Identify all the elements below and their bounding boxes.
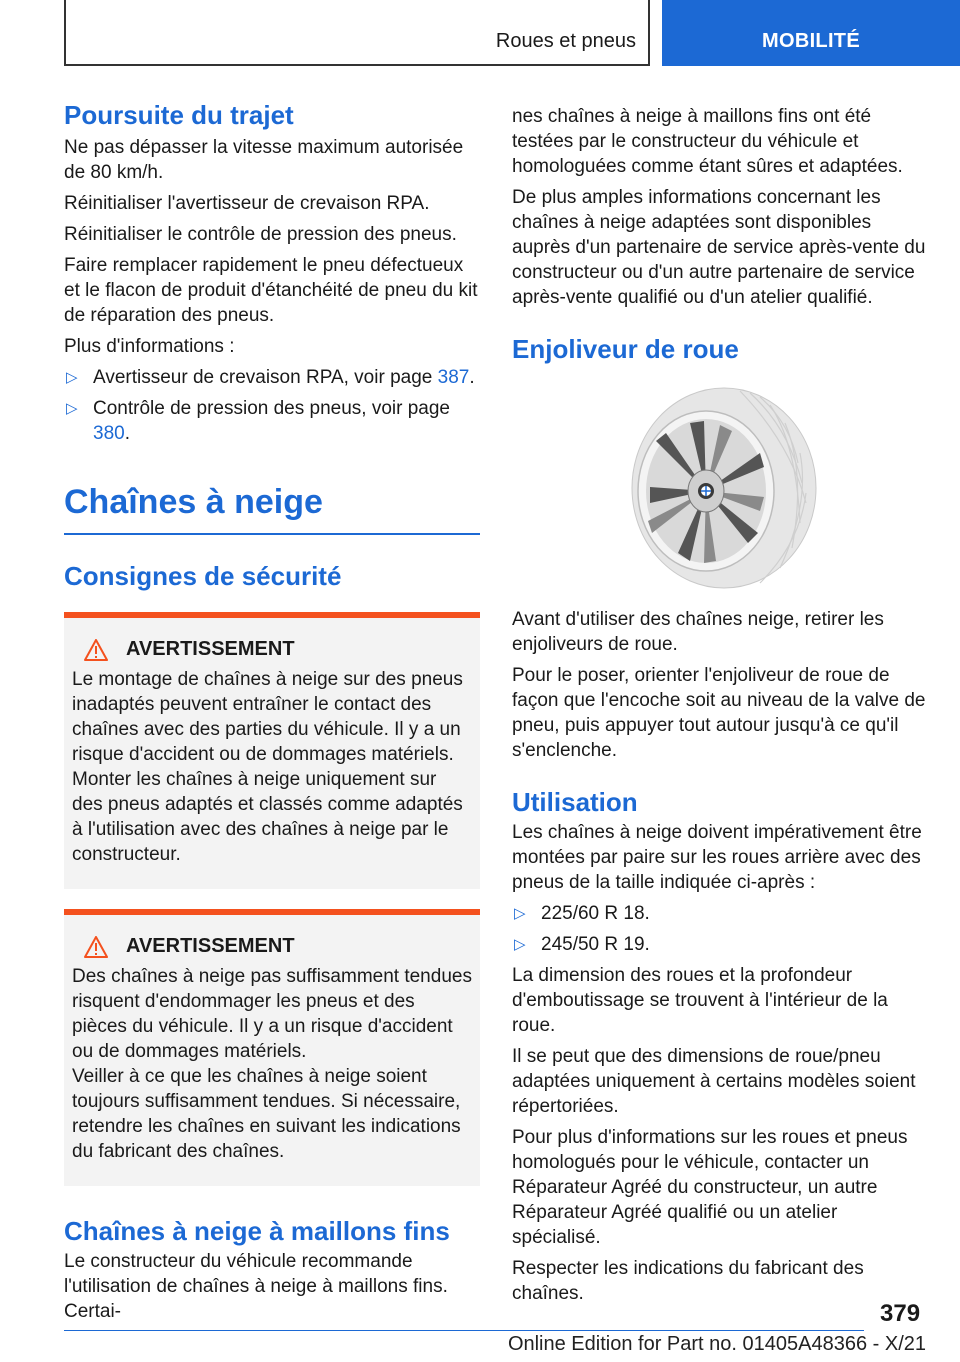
paragraph: nes chaînes à neige à maillons fins ont été testées par le constructeur du véhicule et homologuées comme étant sûres et adaptées. — [512, 106, 903, 177]
heading-maillons: Chaînes à neige à maillons fins — [64, 1216, 450, 1247]
list-item — [512, 932, 926, 957]
right-column — [512, 100, 926, 1306]
reference-list — [64, 365, 480, 446]
footer-edition: Online Edition for Part no. 01405A48366 - X/21 — [507, 1333, 926, 1355]
list-item: ▷ Contrôle de pression des pneus, voir page 380. — [66, 398, 451, 445]
heading-consignes: Consignes de sécurité — [64, 560, 342, 591]
paragraph: Plus d'informations : — [64, 336, 235, 358]
paragraph: Ne pas dépasser la vitesse maximum autorisée de 80 km/h. — [64, 137, 464, 184]
paragraph: Faire remplacer rapidement le pneu défectueux et le flacon de produit d'étanchéité de pneu du kit de réparation des pneus. — [64, 255, 478, 327]
paragraph: Réinitialiser le contrôle de pression des pneus. — [64, 224, 457, 246]
heading-enjoliveur: Enjoliveur de roue — [512, 334, 739, 364]
page-link-387[interactable]: 387 — [437, 367, 470, 389]
warning-title-text: AVERTISSEMENT — [126, 638, 295, 661]
list-item-text: Avertisseur de crevaison RPA, voir page — [93, 367, 438, 389]
left-column — [64, 100, 480, 1324]
heading-chaines: Chaînes à neige — [64, 483, 323, 522]
paragraph: Il se peut que des dimensions de roue/pneu adaptées uniquement à certains modèles soient répertoriées. — [512, 1046, 916, 1118]
list-item-text: 225/60 R 18. — [541, 903, 650, 925]
list-item-text: 245/50 R 19. — [541, 934, 650, 956]
paragraph: Pour le poser, orienter l'enjoliveur de roue de façon que l'encoche soit au niveau de la valve de pneu, puis appuyer tout autour jusqu'à ce qu'il s'enclenche. — [512, 665, 926, 762]
footer-rule — [64, 1330, 864, 1331]
warning-title — [72, 935, 472, 958]
warning-text: Des chaînes à neige pas suffisamment tendues risquent d'endommager les pneus et des pièces du véhicule. Il y a un risque d'accident ou de dommages matériels. — [72, 966, 472, 1063]
paragraph: Réinitialiser l'avertisseur de crevaison RPA. — [64, 193, 430, 215]
wheel-cover-image — [620, 383, 820, 593]
warning-triangle-icon — [84, 936, 108, 958]
warning-box — [64, 612, 480, 889]
page-header — [64, 0, 960, 66]
wheel-illustration — [620, 383, 820, 593]
heading-poursuite: Poursuite du trajet — [64, 100, 294, 130]
triangle-bullet-icon: ▷ — [514, 936, 526, 954]
warning-triangle-icon — [84, 639, 108, 661]
paragraph: Respecter les indications du fabricant des chaînes. — [512, 1258, 864, 1305]
paragraph: Le constructeur du véhicule recommande l'utilisation de chaînes à neige à maillons fins. Certai- — [64, 1251, 448, 1323]
paragraph: La dimension des roues et la profondeur d'emboutissage se trouvent à l'intérieur de la roue. — [512, 965, 888, 1037]
page-link-380[interactable]: 380 — [93, 423, 125, 445]
tyre-size-list — [512, 901, 926, 957]
triangle-bullet-icon: ▷ — [66, 369, 78, 387]
list-item: ▷ Avertisseur de crevaison RPA, voir page 387. — [66, 367, 475, 389]
paragraph: Avant d'utiliser des chaînes neige, retirer les enjoliveurs de roue. — [512, 609, 884, 656]
list-item — [512, 901, 926, 926]
list-item-text: Contrôle de pression des pneus, voir page — [93, 398, 451, 420]
warning-box — [64, 909, 480, 1186]
paragraph: Pour plus d'informations sur les roues et pneus homologués pour le véhicule, contacter un Réparateur Agréé du constructeur, un autre Réparateur Agréé qualifié ou un atelier spécialisé. — [512, 1127, 908, 1249]
triangle-bullet-icon: ▷ — [66, 400, 78, 418]
heading-utilisation: Utilisation — [512, 787, 638, 818]
warning-text: Le montage de chaînes à neige sur des pneus inadaptés peuvent entraîner le contact des chaînes avec des parties du véhicule. Il y a un risque d'accident ou de dommages matériels. — [72, 669, 463, 766]
paragraph: De plus amples informations concernant les chaînes à neige adaptées sont disponibles auprès d'un partenaire de service après-vente du constructeur ou d'un autre partenaire de service après-vente qualifié ou d'un atelier qualifié. — [512, 187, 926, 308]
warning-text: Monter les chaînes à neige uniquement sur des pneus adaptés et classés comme adaptés à l'utilisation avec des chaînes à neige par le constructeur. — [72, 769, 463, 866]
heading-rule — [64, 533, 480, 535]
warning-text: Veiller à ce que les chaînes à neige soient toujours suffisamment tendues. Si nécessaire, retendre les chaînes en suivant les indications du fabricant des chaînes. — [72, 1066, 461, 1163]
paragraph: Les chaînes à neige doivent impérativement être montées par paire sur les roues arrière avec des pneus de la taille indiquée ci-après : — [512, 822, 922, 894]
triangle-bullet-icon: ▷ — [514, 905, 526, 923]
header-chapter-tab: MOBILITÉ — [662, 0, 960, 66]
warning-title — [72, 638, 472, 661]
page-number: 379 — [880, 1300, 921, 1327]
warning-title-text: AVERTISSEMENT — [126, 935, 295, 958]
header-section-title: Roues et pneus — [495, 30, 636, 52]
